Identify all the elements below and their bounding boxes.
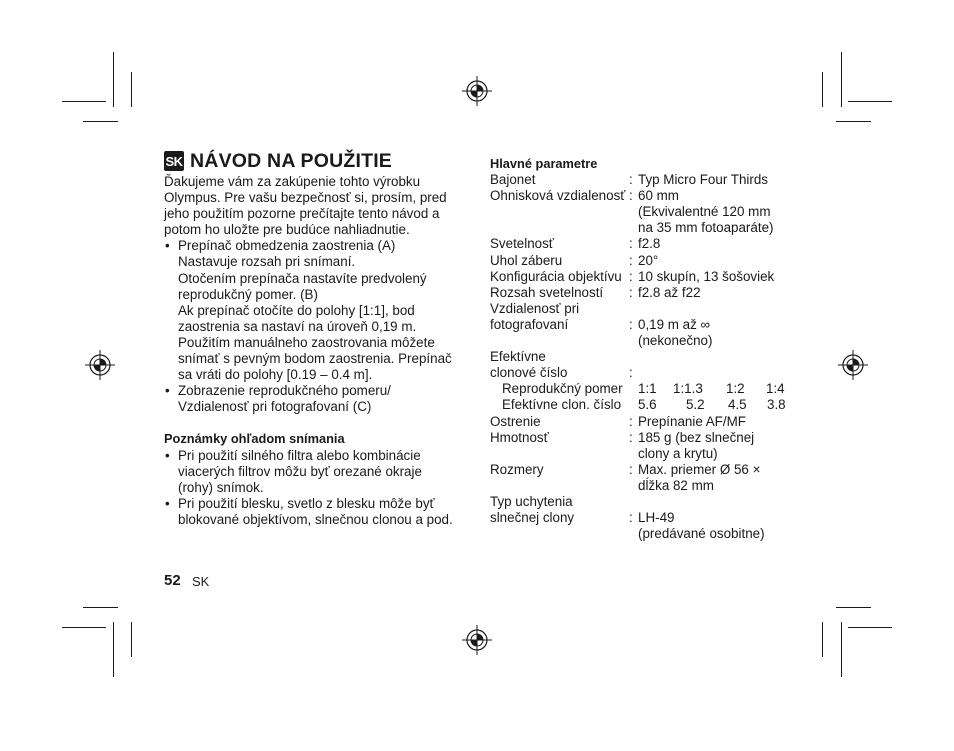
spec-label: Rozsah svetelností [490, 284, 604, 300]
spec-label: Uhol záberu [490, 252, 563, 268]
ratio-value: 1:1.3 [673, 381, 703, 397]
spec-value: (Ekvivalentné 120 mm [638, 204, 771, 220]
intro-line: Ďakujeme vám za zakúpenie tohto výrobku [164, 174, 421, 189]
spec-value: f2.8 až f22 [638, 284, 701, 300]
spec-row: Bajonet : Typ Micro Four Thirds [490, 172, 810, 188]
spec-row: Ostrenie : Prepínanie AF/MF [490, 414, 810, 430]
bullet-line: (rohy) snímok. [178, 479, 264, 495]
spec-label: Svetelnosť [490, 236, 554, 252]
spec-value: (nekonečno) [638, 333, 713, 349]
spec-value: 20° [638, 252, 659, 268]
registration-mark-icon [85, 350, 115, 380]
bullet-line: Ak prepínač otočíte do polohy [1:1], bod [178, 302, 415, 318]
bullet-line: blokované objektívom, slnečnou clonou a pod. [178, 511, 453, 527]
ratio-value: 3.8 [767, 397, 786, 413]
crop-mark [83, 121, 118, 122]
ratio-value: 4.5 [728, 397, 747, 413]
spec-label: Efektívne [490, 349, 546, 365]
spec-label: Konfigurácia objektívu [490, 268, 622, 284]
spec-label: fotografovaní [490, 316, 569, 332]
bullet-line: • Prepínač obmedzenia zaostrenia (A) [178, 238, 396, 254]
spec-row: Konfigurácia objektívu : 10 skupín, 13 šošoviek [490, 269, 810, 285]
bullet-line: • Zobrazenie reprodukčného pomeru/ [178, 383, 391, 399]
spec-row: Rozmery : Max. priemer Ø 56 × dĺžka 82 mm [490, 462, 810, 494]
crop-mark [131, 622, 132, 657]
intro-line: Olympus. Pre vašu bezpečnosť si, prosím, pred [164, 190, 447, 206]
spec-label: Vzdialenosť pri [490, 300, 580, 316]
left-column [164, 174, 474, 528]
bullet-item [164, 448, 474, 496]
spec-value: Typ Micro Four Thirds [638, 172, 768, 188]
bullet-line: snímať s pevným bodom zaostrenia. Prepínač [178, 351, 452, 367]
specifications [490, 156, 810, 542]
bullet-line: Otočením prepínača nastavíte predvolený [178, 270, 427, 286]
intro-line: jeho použitím pozorne prečítajte tento návod a [164, 206, 440, 222]
spec-label: clonové číslo [490, 365, 568, 381]
section-header [164, 150, 392, 172]
ratio-row [490, 397, 810, 413]
crop-mark [131, 72, 132, 107]
bullet-item [164, 383, 474, 415]
spec-value: f2.8 [638, 236, 661, 252]
ratio-value: 5.6 [638, 397, 657, 413]
spec-label: Ostrenie [490, 413, 541, 429]
spec-value: LH-49 [638, 510, 675, 526]
bullet-line: Použitím manuálneho zaostrovania môžete [178, 334, 435, 350]
spec-row: Hmotnosť : 185 g (bez slnečnej clony a krytu) [490, 430, 810, 462]
crop-mark [836, 121, 871, 122]
language-badge: SK [164, 151, 184, 171]
spec-value: (predávané osobitne) [638, 526, 765, 542]
spec-value: dĺžka 82 mm [638, 477, 714, 493]
bullet-line: viacerých filtrov môžu byť orezané okraje [178, 463, 422, 479]
spec-value: Prepínanie AF/MF [638, 413, 746, 429]
bullet-line: reprodukčný pomer. (B) [178, 286, 318, 302]
bullet-line: Nastavuje rozsah pri snímaní. [178, 254, 356, 270]
crop-mark [848, 101, 892, 102]
crop-mark [113, 622, 114, 677]
spec-row: Typ uchytenia slnečnej clony : LH-49 (predávané osobitne) [490, 494, 810, 542]
spec-row: Ohnisková vzdialenosť : 60 mm (Ekvivalentné 120 mm na 35 mm fotoaparáte) [490, 188, 810, 236]
spec-label: slnečnej clony [490, 510, 575, 526]
spec-value: na 35 mm fotoaparáte) [638, 220, 774, 236]
spec-row: Efektívne clonové číslo : [490, 349, 633, 381]
spec-row: Uhol záberu : 20° [490, 253, 810, 269]
page-language: SK [192, 574, 210, 589]
bullet-line: • Pri použití blesku, svetlo z blesku môže byť [178, 495, 435, 511]
ratio-label: Reprodukčný pomer [502, 381, 623, 397]
registration-mark-icon [462, 76, 492, 106]
spec-label: Typ uchytenia [490, 493, 573, 509]
crop-mark [848, 627, 892, 628]
bullet-item [164, 496, 474, 528]
crop-mark [62, 627, 106, 628]
page-number: 52 [164, 572, 181, 589]
crop-mark [83, 607, 118, 608]
crop-mark [822, 72, 823, 107]
registration-mark-icon [462, 625, 492, 655]
spec-label: Ohnisková vzdialenosť [490, 188, 626, 204]
ratio-value: 1:4 [766, 381, 785, 397]
crop-mark [836, 607, 871, 608]
bullet-line: Vzdialenosť pri fotografovaní (C) [178, 399, 372, 415]
ratio-value: 5.2 [686, 397, 705, 413]
spec-value: 10 skupín, 13 šošoviek [638, 268, 775, 284]
page-title: NÁVOD NA POUŽITIE [190, 149, 393, 172]
bullet-line: sa vráti do polohy [0.19 – 0.4 m]. [178, 367, 373, 383]
bullet-item [164, 238, 474, 383]
intro-line: potom ho uložte pre budúce nahliadnutie. [164, 222, 410, 238]
registration-mark-icon [838, 350, 868, 380]
spec-row: Svetelnosť : f2.8 [490, 236, 810, 252]
crop-mark [841, 52, 842, 107]
spec-row: Vzdialenosť pri fotografovaní : 0,19 m až ∞ (nekonečno) [490, 301, 810, 349]
spec-label: Rozmery [490, 461, 544, 477]
spec-value: Max. priemer Ø 56 × [638, 461, 761, 477]
spec-value: clony a krytu) [638, 445, 718, 461]
spec-value: 185 g (bez slnečnej [638, 429, 755, 445]
bullet-line: • Pri použití silného filtra alebo kombinácie [178, 447, 421, 463]
specs-heading: Hlavné parametre [490, 156, 598, 171]
crop-mark [113, 52, 114, 107]
crop-mark [822, 622, 823, 657]
spec-row: Rozsah svetelností : f2.8 až f22 [490, 285, 810, 301]
spec-label: Bajonet [490, 172, 536, 188]
notes-heading: Poznámky ohľadom snímania [164, 431, 345, 447]
spec-value: 60 mm [638, 188, 679, 204]
spec-value: 0,19 m až ∞ [638, 316, 711, 332]
crop-mark [841, 622, 842, 677]
crop-mark [62, 101, 106, 102]
ratio-value: 1:1 [638, 381, 657, 397]
bullet-line: zaostrenia sa nastaví na úroveň 0,19 m. [178, 318, 417, 334]
ratio-row [490, 381, 810, 397]
ratio-label: Efektívne clon. číslo [502, 397, 622, 413]
spec-label: Hmotnosť [490, 429, 549, 445]
ratio-value: 1:2 [726, 381, 745, 397]
